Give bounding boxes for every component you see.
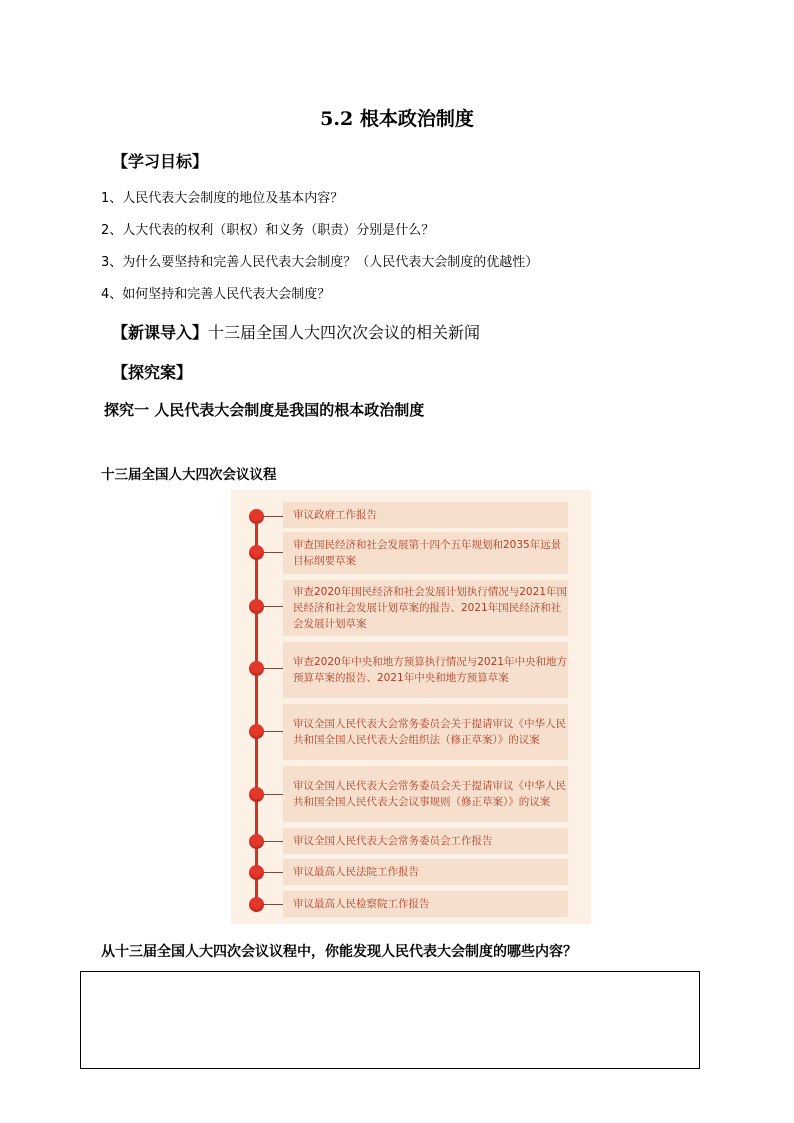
question-prompt: 从十三届全国人大四次会议议程中，你能发现人民代表大会制度的哪些内容？ [101,944,577,960]
timeline-connector [264,794,283,795]
timeline-connector [264,872,283,873]
agenda-item-4: 审查2020年中央和地方预算执行情况与2021年中央和地方预算草案的报告、2021年中央和地方预算草案 [283,642,568,698]
timeline-connector [264,841,283,842]
timeline-dot [249,787,264,802]
goal-item-4: 4、如何坚持和完善人民代表大会制度？ [101,287,331,302]
timeline-connector [264,668,283,669]
goal-item-1: 1、人民代表大会制度的地位及基本内容？ [101,191,344,206]
agenda-timeline-figure [231,490,591,924]
agenda-item-7: 审议全国人民代表大会常务委员会工作报告 [283,828,568,854]
intro-text: 十三届全国人大四次次会议的相关新闻 [208,323,481,342]
agenda-item-8: 审议最高人民法院工作报告 [283,859,568,885]
timeline-dot [249,661,264,676]
timeline-connector [264,904,283,905]
goal-item-3: 3、为什么要坚持和完善人民代表大会制度？（人民代表大会制度的优越性） [101,255,539,270]
answer-box[interactable] [80,971,700,1069]
timeline-dot [249,865,264,880]
intro-line [112,320,480,343]
timeline-dot [249,509,264,524]
timeline-dot [249,834,264,849]
agenda-item-2: 审查国民经济和社会发展第十四个五年规划和2035年远景目标纲要草案 [283,532,568,574]
agenda-item-5: 审议全国人民代表大会常务委员会关于提请审议《中华人民共和国全国人民代表大会组织法（修正草案）》的议案 [283,704,568,760]
timeline-dot [249,599,264,614]
agenda-item-1: 审议政府工作报告 [283,502,568,528]
agenda-item-3: 审查2020年国民经济和社会发展计划执行情况与2021年国民经济和社会发展计划草案的报告、2021年国民经济和社会发展计划草案 [283,580,568,636]
timeline-dot [249,545,264,560]
timeline-connector [264,731,283,732]
timeline-dot [249,897,264,912]
explore-heading: 【探究案】 [112,363,193,382]
goal-item-2: 2、人大代表的权利（职权）和义务（职责）分别是什么？ [101,223,435,238]
learning-goals-heading: 【学习目标】 [112,152,209,171]
agenda-item-6: 审议全国人民代表大会常务委员会关于提请审议《中华人民共和国全国人民代表大会议事规则（修正草案）》的议案 [283,766,568,822]
timeline-connector [264,552,283,553]
timeline-dot [249,724,264,739]
explore-subheading: 探究一 人民代表大会制度是我国的根本政治制度 [104,401,425,419]
figure-title: 十三届全国人大四次会议议程 [101,467,277,483]
timeline-connector [264,606,283,607]
page-title: 5.2 根本政治制度 [320,108,474,130]
intro-label: 【新课导入】 [112,323,209,342]
timeline-connector [264,516,283,517]
agenda-item-9: 审议最高人民检察院工作报告 [283,891,568,917]
